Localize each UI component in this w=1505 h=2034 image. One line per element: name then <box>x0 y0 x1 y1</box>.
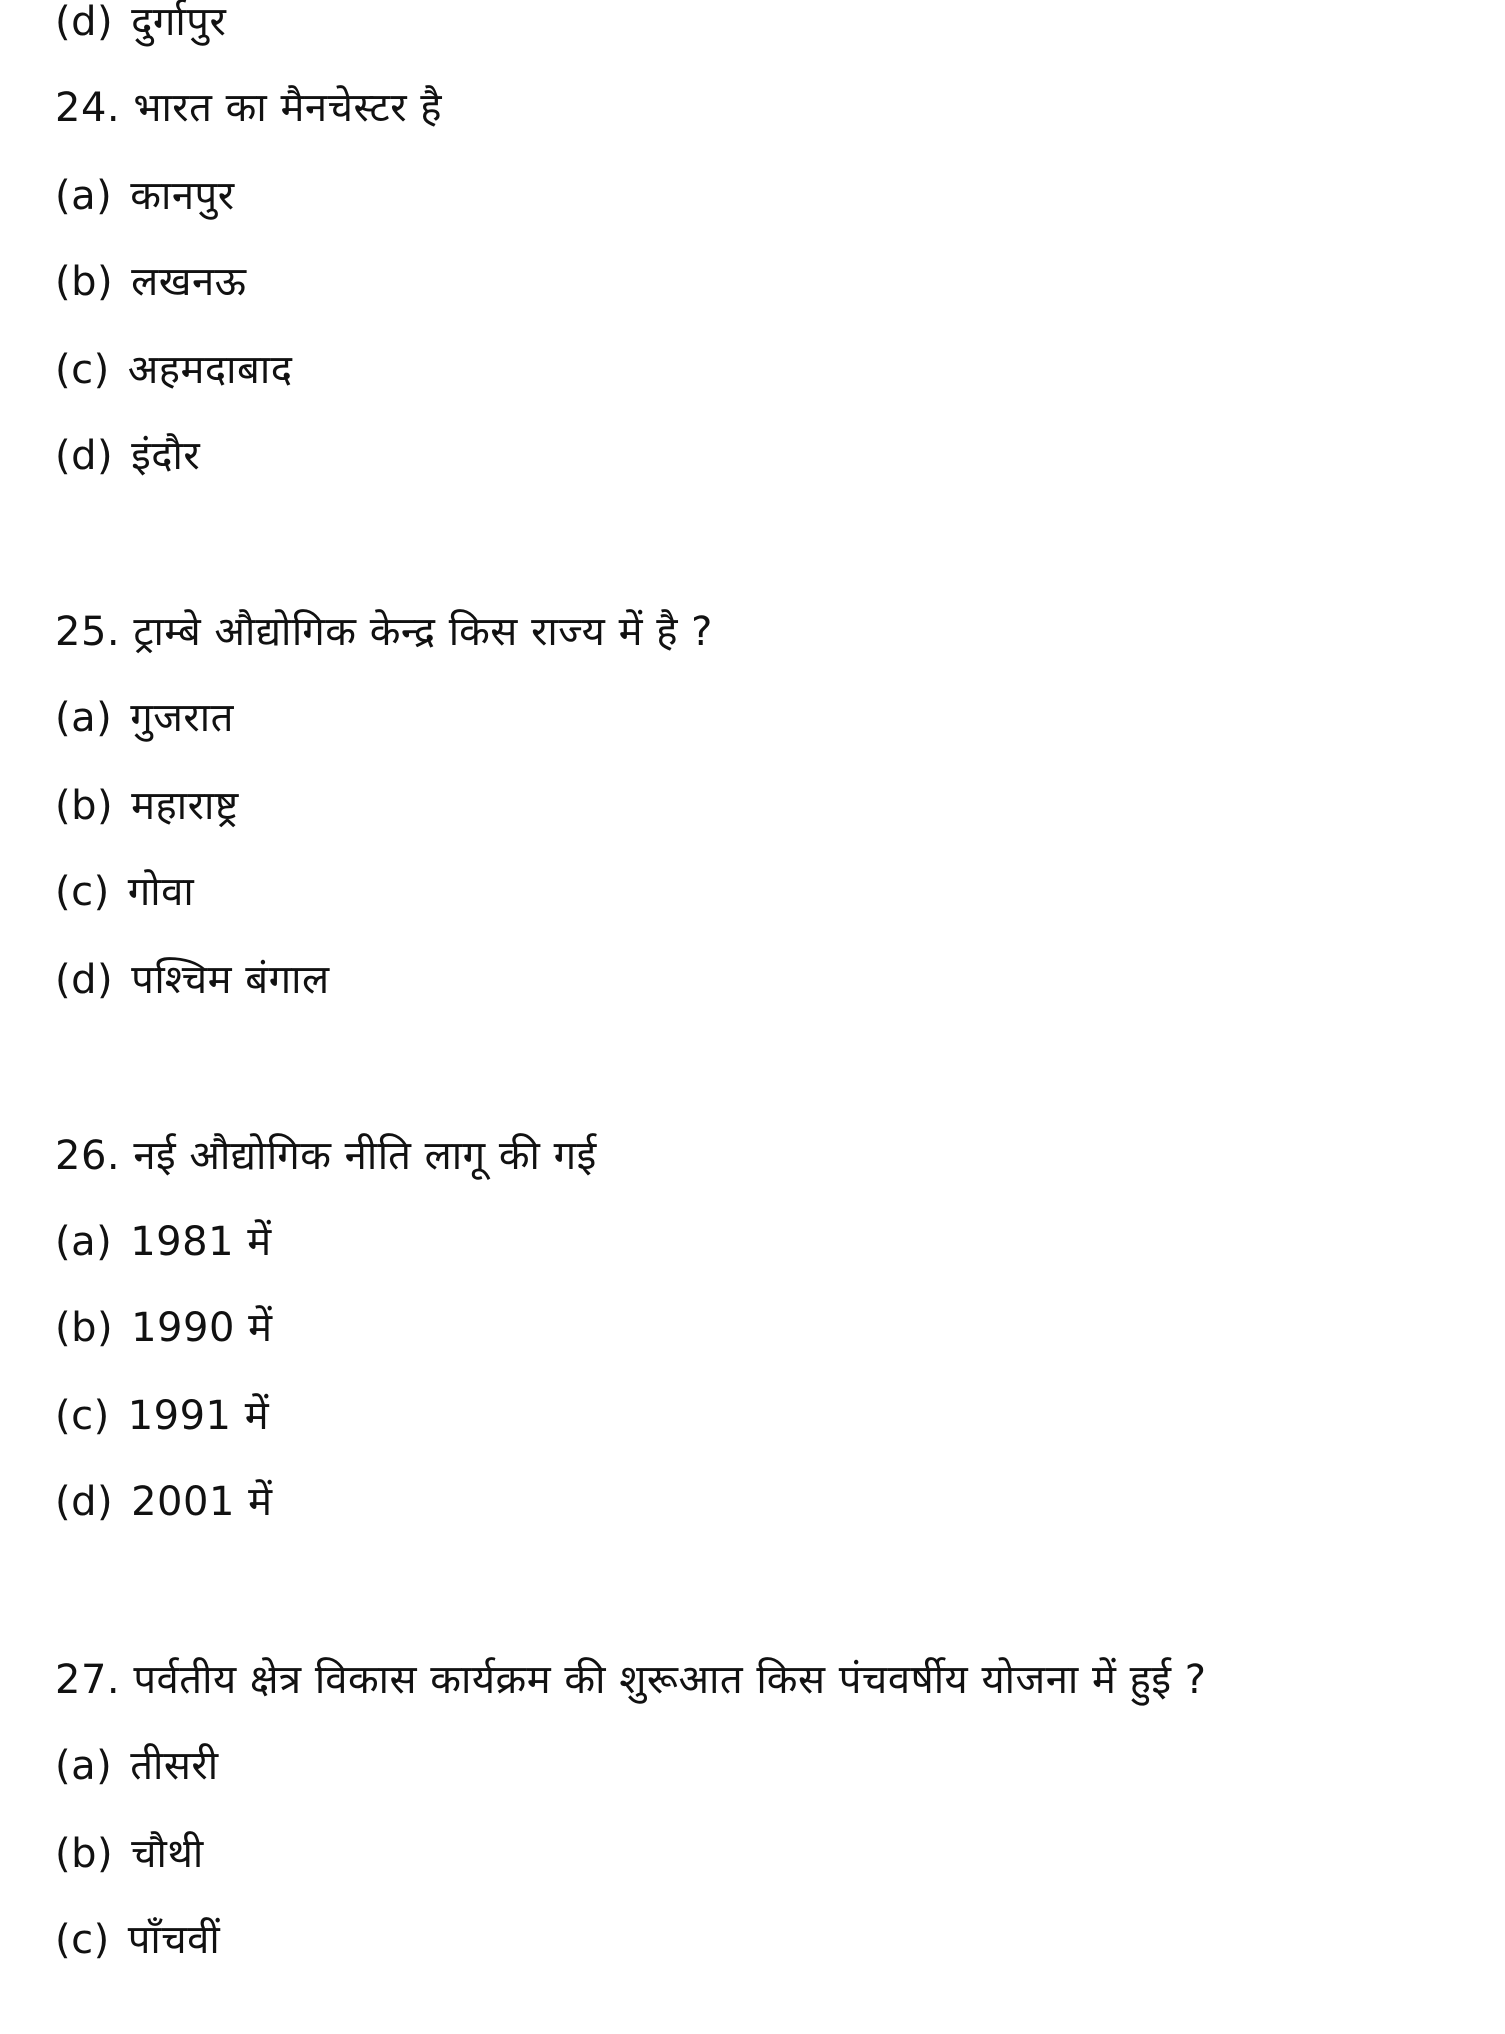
option-line <box>55 1388 269 1444</box>
option-text: दुर्गापुर <box>131 0 227 45</box>
option-label: (b) <box>55 783 114 829</box>
option-line <box>55 428 200 484</box>
option-label: (b) <box>55 1305 114 1351</box>
option-text: कानपुर <box>130 173 235 219</box>
option-label: (a) <box>55 1743 113 1789</box>
question-text: 24. भारत का मैनचेस्टर है <box>55 85 443 131</box>
option-text: पश्चिम बंगाल <box>131 957 330 1003</box>
option-line <box>55 168 235 224</box>
option-line <box>55 778 239 834</box>
option-label: (b) <box>55 1831 114 1877</box>
option-text: गुजरात <box>130 695 234 741</box>
option-label: (d) <box>55 957 114 1003</box>
option-line <box>55 864 194 920</box>
option-text: 1990 में <box>131 1305 273 1351</box>
option-line <box>55 952 330 1008</box>
option-label: (a) <box>55 695 113 741</box>
option-line <box>55 1214 272 1270</box>
option-text: महाराष्ट्र <box>131 783 239 829</box>
question-text: 26. नई औद्योगिक नीति लागू की गई <box>55 1133 597 1179</box>
option-text: गोवा <box>127 869 195 915</box>
question-26 <box>55 1128 597 1184</box>
option-text: 1981 में <box>130 1219 272 1265</box>
question-27 <box>55 1652 1206 1708</box>
option-label: (d) <box>55 1479 114 1525</box>
option-label: (b) <box>55 259 114 305</box>
option-line <box>55 690 234 746</box>
option-label: (a) <box>55 173 113 219</box>
option-label: (c) <box>55 1393 110 1439</box>
question-text: 27. पर्वतीय क्षेत्र विकास कार्यक्रम की शुरूआत किस पंचवर्षीय योजना में हुई ? <box>55 1657 1207 1703</box>
option-line <box>55 0 226 50</box>
question-25 <box>55 604 713 660</box>
option-line <box>55 1912 220 1968</box>
option-label: (c) <box>55 869 110 915</box>
option-line <box>55 1474 273 1530</box>
option-line <box>55 1738 219 1794</box>
option-line <box>55 342 292 398</box>
option-text: लखनऊ <box>131 259 247 305</box>
option-line <box>55 254 247 310</box>
option-text: 1991 में <box>127 1393 270 1439</box>
option-text: 2001 में <box>131 1479 273 1525</box>
question-24 <box>55 80 442 136</box>
option-label: (a) <box>55 1219 113 1265</box>
option-label: (c) <box>55 347 110 393</box>
question-text: 25. ट्राम्बे औद्योगिक केन्द्र किस राज्य में है ? <box>55 609 713 655</box>
option-label: (d) <box>55 433 114 479</box>
option-text: इंदौर <box>131 433 201 479</box>
option-text: तीसरी <box>130 1743 219 1789</box>
option-label: (d) <box>55 0 114 45</box>
option-text: चौथी <box>131 1831 204 1877</box>
option-line <box>55 1300 273 1356</box>
option-text: पाँचवीं <box>127 1917 221 1963</box>
option-line <box>55 1826 204 1882</box>
option-label: (c) <box>55 1917 110 1963</box>
option-text: अहमदाबाद <box>127 347 293 393</box>
